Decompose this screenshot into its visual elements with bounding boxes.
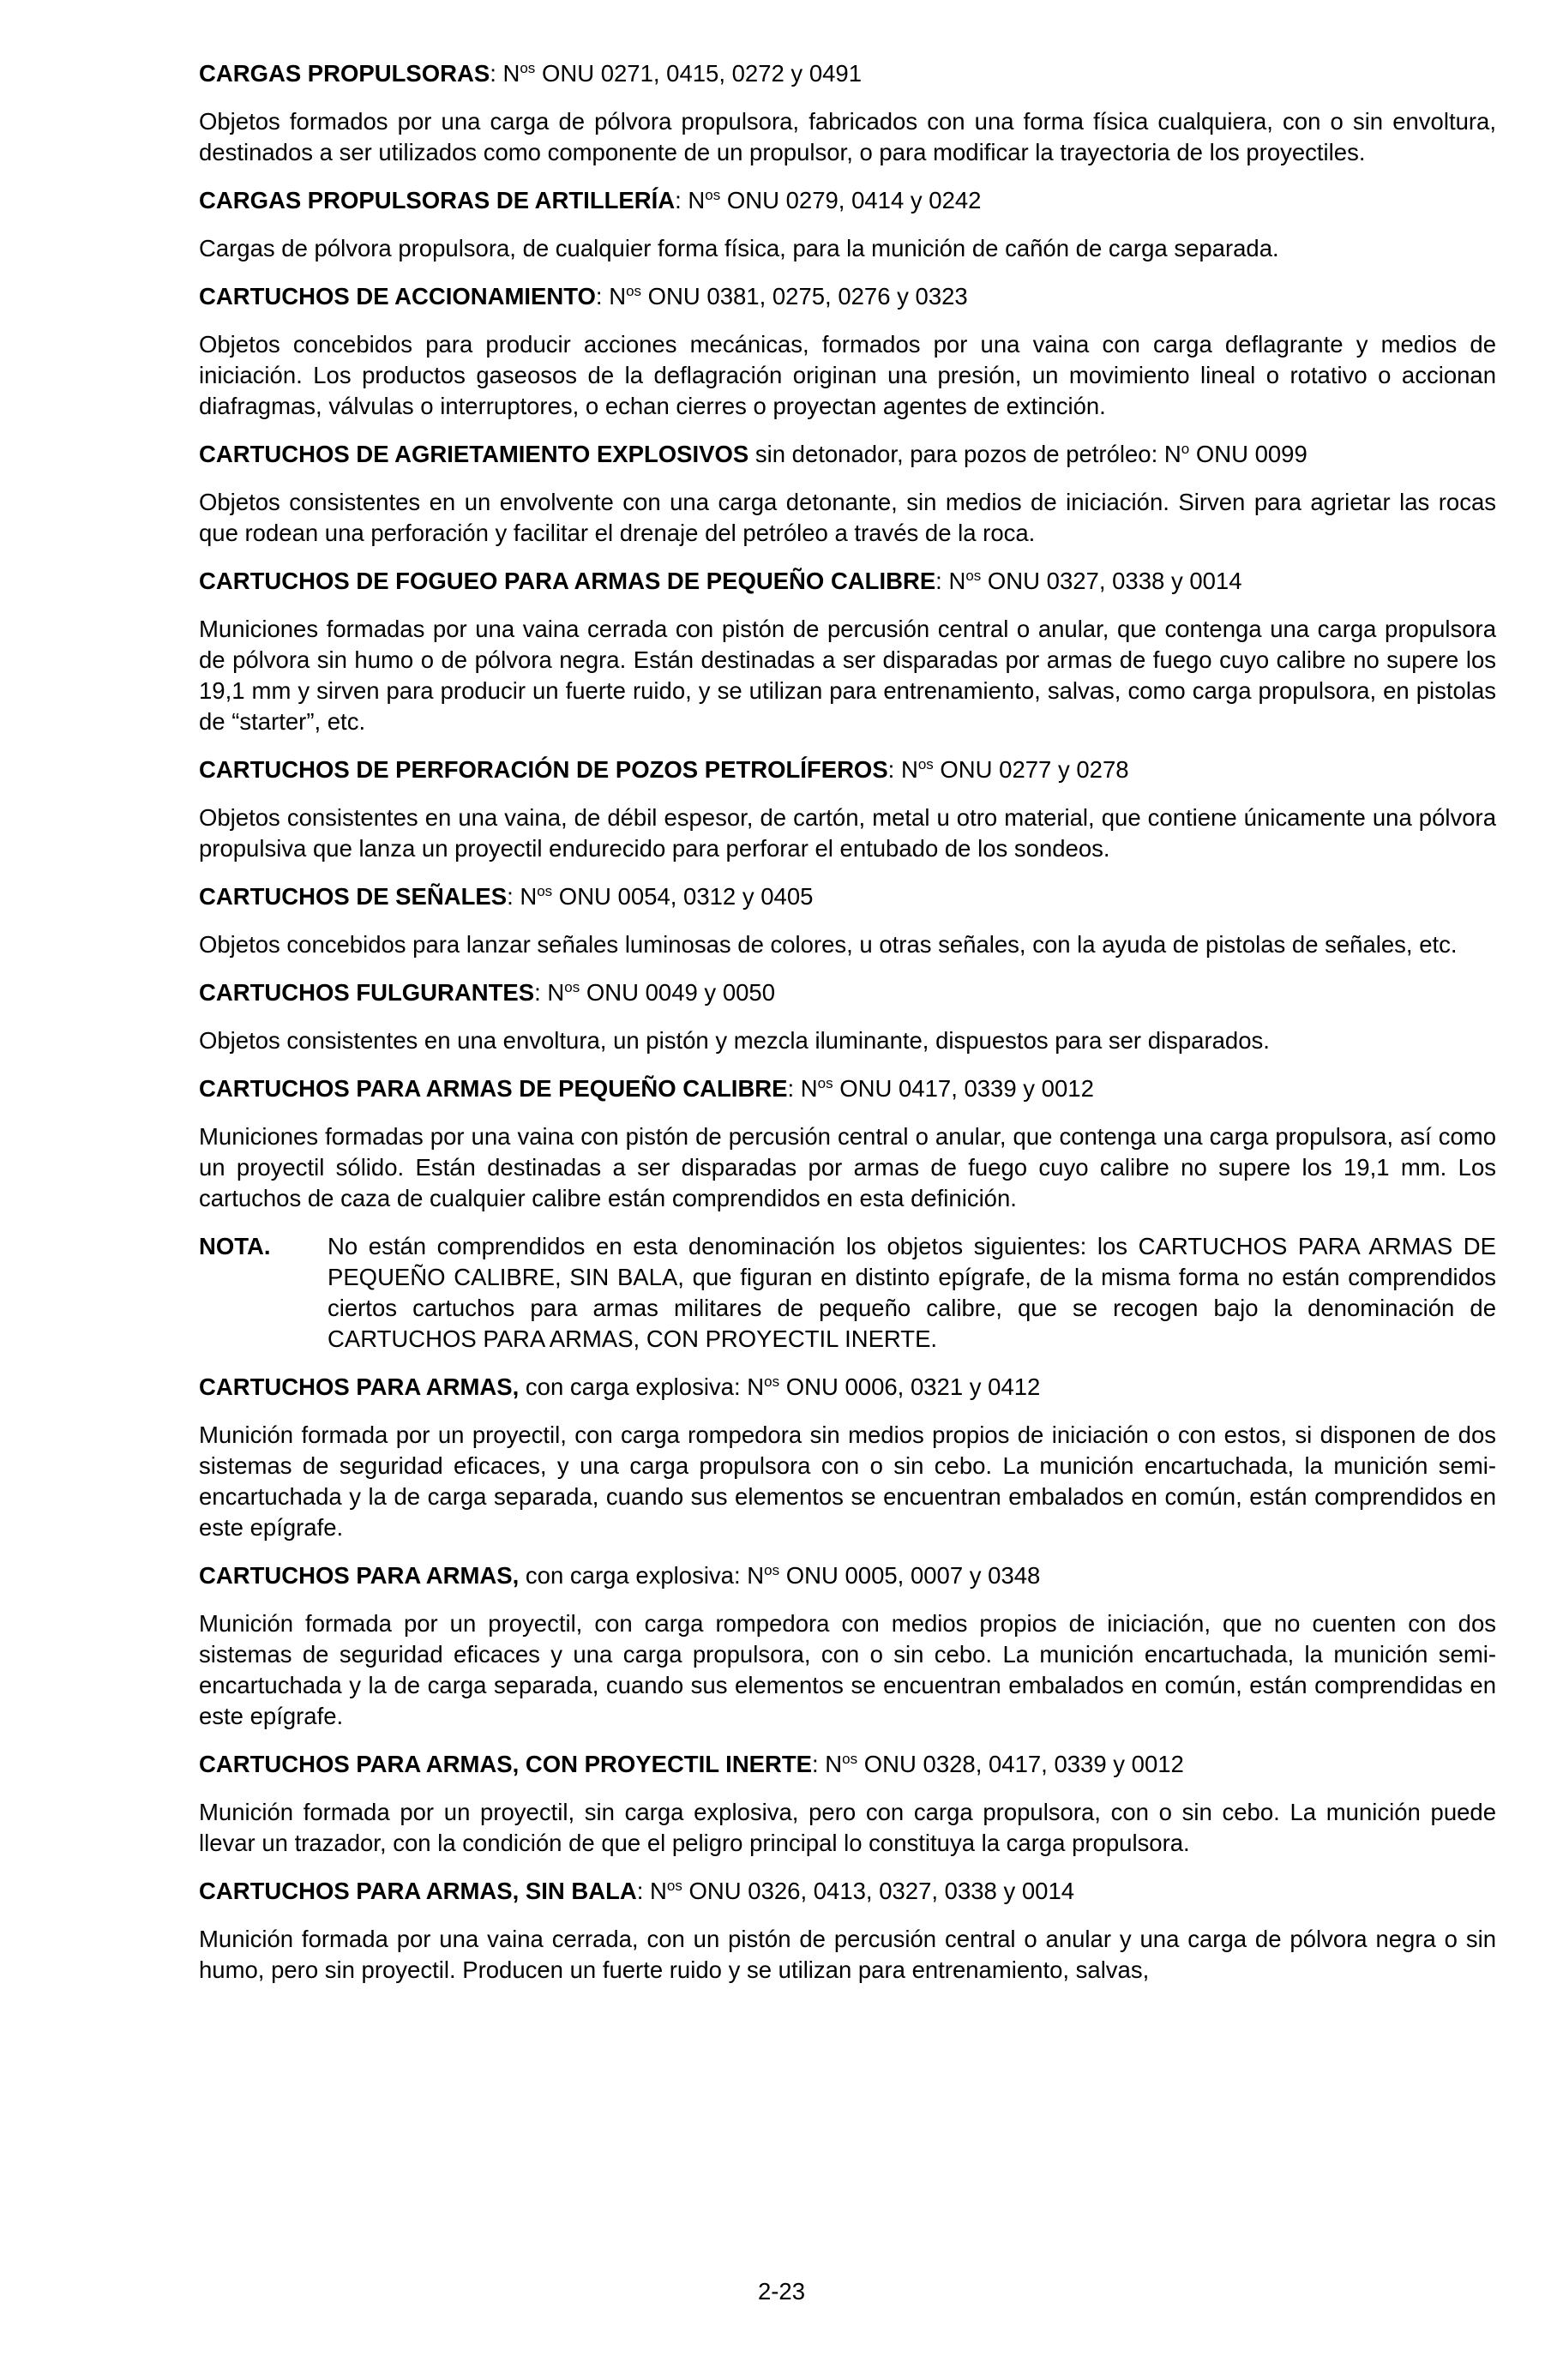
- entry-title: CARGAS PROPULSORAS: [199, 60, 490, 87]
- entry-body: Munición formada por un proyectil, sin carga explosiva, pero con carga propulsora, con o sin cebo. La munición puede llevar un trazador, con la condición de que el peligro principal lo constituya la carga propulsora.: [199, 1799, 1496, 1856]
- entry-heading: CARTUCHOS DE AGRIETAMIENTO EXPLOSIVOS sin detonador, para pozos de petróleo: $N^o$ ONU 0099: [199, 441, 1308, 467]
- entry: [199, 185, 1496, 264]
- entry-title: CARTUCHOS PARA ARMAS, SIN BALA: [199, 1878, 637, 1904]
- entry-title: CARTUCHOS PARA ARMAS DE PEQUEÑO CALIBRE: [199, 1075, 788, 1102]
- entry: [199, 58, 1496, 168]
- entry: [199, 977, 1496, 1056]
- entry-heading: CARTUCHOS PARA ARMAS, con carga explosiva: $N^{os}$ ONU 0005, 0007 y 0348: [199, 1562, 1041, 1589]
- entry-body: Objetos concebidos para lanzar señales luminosas de colores, u otras señales, con la ayuda de pistolas de señales, etc.: [199, 931, 1458, 958]
- entry: [199, 1749, 1496, 1859]
- entry-title: CARTUCHOS PARA ARMAS, CON PROYECTIL INERTE: [199, 1751, 813, 1777]
- entry-body: Objetos consistentes en una vaina, de débil espesor, de cartón, metal u otro material, que contiene únicamente una pólvora propulsiva que lanza un proyectil endurecido para perforar el entubado de los sondeos.: [199, 804, 1496, 862]
- entry-heading: CARTUCHOS FULGURANTES: $N^{os}$ ONU 0049 y 0050: [199, 979, 775, 1006]
- entry-body: Objetos formados por una carga de pólvora propulsora, fabricados con una forma física cualquiera, con o sin envoltura, destinados a ser utilizados como componente de un propulsor, o para modificar la trayectoria de los proyectiles.: [199, 108, 1496, 165]
- entry-heading: CARTUCHOS DE PERFORACIÓN DE POZOS PETROLÍFEROS: $N^{os}$ ONU 0277 y 0278: [199, 756, 1129, 783]
- entry-title: CARTUCHOS DE PERFORACIÓN DE POZOS PETROLÍFEROS: [199, 756, 888, 783]
- entry-body: Cargas de pólvora propulsora, de cualquier forma física, para la munición de cañón de carga separada.: [199, 235, 1279, 261]
- entry: [199, 1876, 1496, 1986]
- entry-title: CARTUCHOS DE ACCIONAMIENTO: [199, 283, 596, 310]
- entry: [199, 881, 1496, 960]
- entry: [199, 566, 1496, 737]
- note-block: [199, 1231, 1496, 1355]
- note-label: NOTA.: [199, 1233, 271, 1259]
- entry: [199, 1560, 1496, 1732]
- entry-body: Objetos concebidos para producir acciones mecánicas, formados por una vaina con carga deflagrante y medios de iniciación. Los productos gaseosos de la deflagración originan una presión, un movimiento lineal o rotativo o accionan diafragmas, válvulas o interruptores, o echan cierres o proyectan agentes de extinción.: [199, 331, 1496, 419]
- page-number: 2-23: [757, 2278, 806, 2305]
- entry-heading: CARTUCHOS PARA ARMAS DE PEQUEÑO CALIBRE: $N^{os}$ ONU 0417, 0339 y 0012: [199, 1075, 1094, 1102]
- entry-body: Objetos consistentes en un envolvente con una carga detonante, sin medios de iniciación. Sirven para agrietar las rocas que rodean una perforación y facilitar el drenaje del petróleo a través de la roca.: [199, 489, 1496, 546]
- entry-title: CARTUCHOS DE SEÑALES: [199, 883, 508, 910]
- entry-heading: CARTUCHOS DE FOGUEO PARA ARMAS DE PEQUEÑO CALIBRE: $N^{os}$ ONU 0327, 0338 y 0014: [199, 568, 1242, 594]
- entry-heading: CARGAS PROPULSORAS: $N^{os}$ ONU 0271, 0415, 0272 y 0491: [199, 60, 863, 87]
- entry-heading: CARTUCHOS PARA ARMAS, SIN BALA: $N^{os}$ ONU 0326, 0413, 0327, 0338 y 0014: [199, 1878, 1075, 1904]
- entry-heading: CARTUCHOS DE ACCIONAMIENTO: $N^{os}$ ONU 0381, 0275, 0276 y 0323: [199, 283, 968, 310]
- entry-title: CARTUCHOS DE AGRIETAMIENTO EXPLOSIVOS: [199, 441, 749, 467]
- entry: [199, 1073, 1496, 1214]
- entry-body: Munición formada por un proyectil, con carga rompedora sin medios propios de iniciación o con estos, si disponen de dos sistemas de seguridad eficaces, y una carga propulsora con o sin cebo. La munición encartuchada, la munición semi-encartuchada y la de carga separada, cuando sus elementos se encuentran embalados en común, están comprendidos en este epígrafe.: [199, 1421, 1496, 1541]
- entry-title: CARTUCHOS PARA ARMAS,: [199, 1562, 520, 1589]
- entry-title: CARTUCHOS DE FOGUEO PARA ARMAS DE PEQUEÑO CALIBRE: [199, 568, 936, 594]
- entry-body: Municiones formadas por una vaina cerrada con pistón de percusión central o anular, que contenga una carga propulsora de pólvora sin humo o de pólvora negra. Están destinadas a ser disparadas por armas de fuego cuyo calibre no supere los 19,1 mm y sirven para producir un fuerte ruido, y se utilizan para entrenamiento, salvas, como carga propulsora, en pistolas de “starter”, etc.: [199, 616, 1496, 735]
- entry-title: CARGAS PROPULSORAS DE ARTILLERÍA: [199, 187, 676, 213]
- entry-body: Objetos consistentes en una envoltura, un pistón y mezcla iluminante, dispuestos para ser disparados.: [199, 1027, 1270, 1054]
- entry-body: Municiones formadas por una vaina con pistón de percusión central o anular, que contenga una carga propulsora, así como un proyectil sólido. Están destinadas a ser disparadas por armas de fuego cuyo calibre no supere los 19,1 mm. Los cartuchos de caza de cualquier calibre están comprendidos en esta definición.: [199, 1123, 1496, 1211]
- entry: [199, 1372, 1496, 1543]
- entry-body: Munición formada por un proyectil, con carga rompedora con medios propios de iniciación, que no cuenten con dos sistemas de seguridad eficaces y una carga propulsora, con o sin cebo. La munición encartuchada, la munición semi-encartuchada y la de carga separada, cuando sus elementos se encuentran embalados en común, están comprendidas en este epígrafe.: [199, 1610, 1496, 1729]
- note-text: No están comprendidos en esta denominación los objetos siguientes: los CARTUCHOS PARA ARMAS DE PEQUEÑO CALIBRE, SIN BALA, que figuran en distinto epígrafe, de la misma forma no están comprendidos ciertos cartuchos para armas militares de pequeño calibre, que se recogen bajo la denominación de CARTUCHOS PARA ARMAS, CON PROYECTIL INERTE.: [328, 1233, 1496, 1352]
- entry-heading: CARTUCHOS PARA ARMAS, con carga explosiva: $N^{os}$ ONU 0006, 0321 y 0412: [199, 1373, 1041, 1400]
- entry-title: CARTUCHOS FULGURANTES: [199, 979, 535, 1006]
- entry-heading: CARTUCHOS PARA ARMAS, CON PROYECTIL INERTE: $N^{os}$ ONU 0328, 0417, 0339 y 0012: [199, 1751, 1184, 1777]
- entry: [199, 281, 1496, 422]
- entry: [199, 439, 1496, 549]
- entry-heading: CARTUCHOS DE SEÑALES: $N^{os}$ ONU 0054, 0312 y 0405: [199, 883, 814, 910]
- entry-body: Munición formada por una vaina cerrada, con un pistón de percusión central o anular y una carga de pólvora negra o sin humo, pero sin proyectil. Producen un fuerte ruido y se utilizan para entrenamiento, salvas,: [199, 1926, 1496, 1983]
- entry: [199, 754, 1496, 864]
- entry-heading: CARGAS PROPULSORAS DE ARTILLERÍA: $N^{os}$ ONU 0279, 0414 y 0242: [199, 187, 982, 213]
- entry-title: CARTUCHOS PARA ARMAS,: [199, 1373, 520, 1400]
